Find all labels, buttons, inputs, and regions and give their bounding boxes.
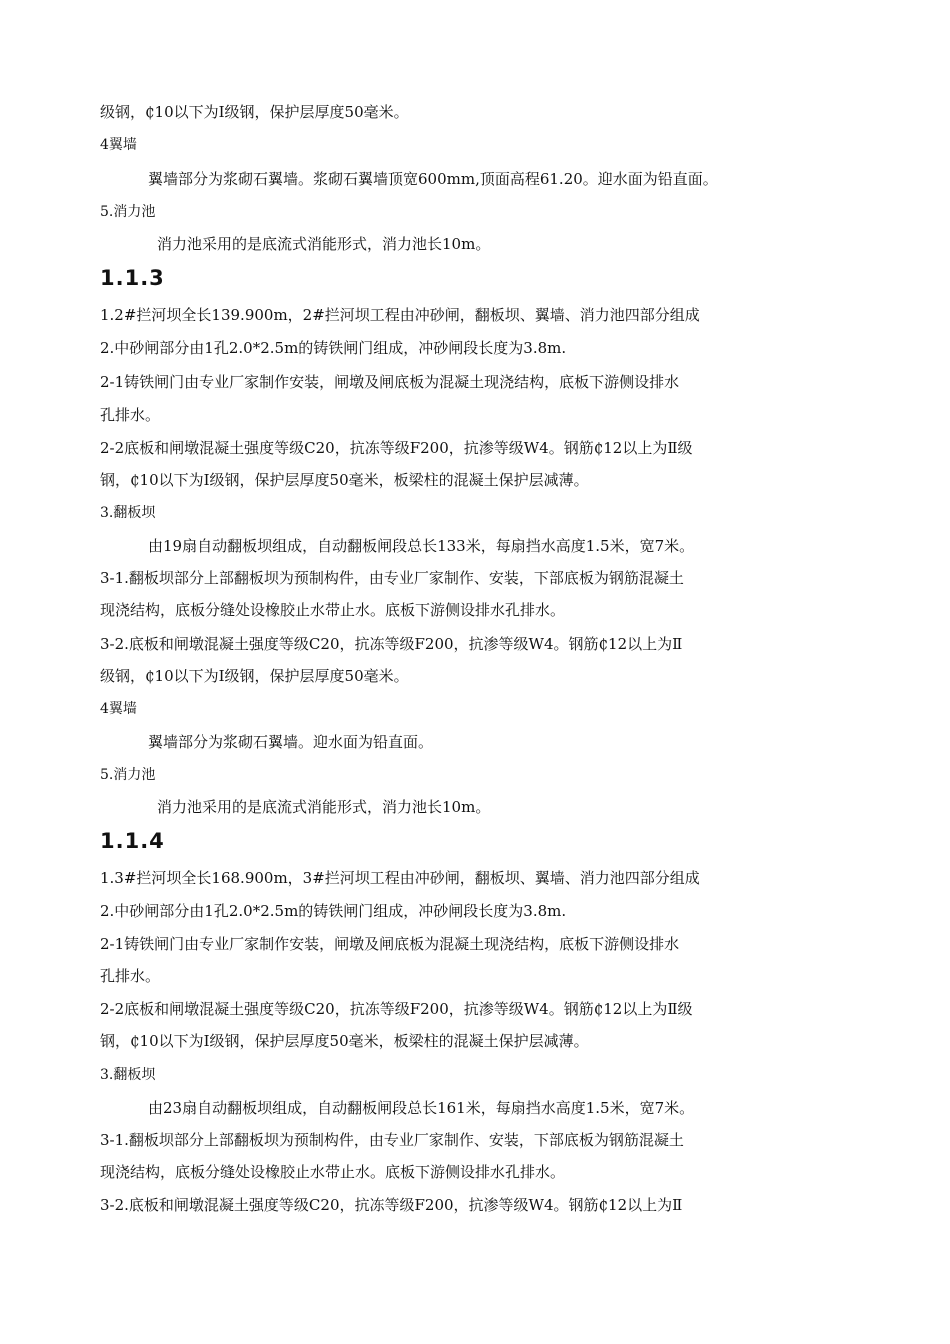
wing-wall-text: 翼墙部分为浆砌石翼墙。迎水面为铅直面。	[148, 733, 434, 751]
wing-wall-text: 翼墙部分为浆砌石翼墙。浆砌石翼墙顶宽600mm,顶面高程61.20。迎水面为铅直面。	[148, 170, 718, 188]
stilling-pool-text: 消力池采用的是底流式消能形式，消力池长10m。	[157, 798, 491, 816]
text-line: 孔排水。	[100, 967, 161, 985]
text-line: 2-2底板和闸墩混凝土强度等级C20，抗冻等级F200，抗渗等级W4。钢筋₵12以上为Ⅱ级	[100, 439, 693, 457]
text-line: 钢，₵10以下为Ⅰ级钢，保护层厚度50毫米，板梁柱的混凝土保护层减薄。	[100, 471, 589, 489]
text-line: 级钢，₵10以下为Ⅰ级钢，保护层厚度50毫米。	[100, 103, 409, 121]
text-line: 2-1铸铁闸门由专业厂家制作安装，闸墩及闸底板为混凝土现浇结构，底板下游侧设排水	[100, 373, 680, 391]
wing-wall-heading: 4翼墙	[100, 137, 137, 153]
text-line: 3-1.翻板坝部分上部翻板坝为预制构件，由专业厂家制作、安装，下部底板为钢筋混凝土	[100, 1131, 684, 1149]
flap-dam-heading: 3.翻板坝	[100, 1067, 156, 1083]
text-line: 钢，₵10以下为Ⅰ级钢，保护层厚度50毫米，板梁柱的混凝土保护层减薄。	[100, 1032, 589, 1050]
text-line: 现浇结构，底板分缝处设橡胶止水带止水。底板下游侧设排水孔排水。	[100, 1163, 566, 1181]
text-line: 1.2#拦河坝全长139.900m，2#拦河坝工程由冲砂闸，翻板坝、翼墙、消力池四部分组成	[100, 306, 700, 324]
flap-dam-text: 由23扇自动翻板坝组成，自动翻板闸段总长161米，每扇挡水高度1.5米，宽7米。	[148, 1099, 695, 1117]
text-line: 孔排水。	[100, 406, 161, 424]
text-line: 2.中砂闸部分由1孔2.0*2.5m的铸铁闸门组成，冲砂闸段长度为3.8m.	[100, 902, 567, 920]
stilling-pool-heading: 5.消力池	[100, 204, 156, 220]
flap-dam-text: 由19扇自动翻板坝组成，自动翻板闸段总长133米，每扇挡水高度1.5米，宽7米。	[148, 537, 695, 555]
text-line: 1.3#拦河坝全长168.900m，3#拦河坝工程由冲砂闸，翻板坝、翼墙、消力池四部分组成	[100, 869, 700, 887]
stilling-pool-text: 消力池采用的是底流式消能形式，消力池长10m。	[157, 235, 491, 253]
text-line: 2-1铸铁闸门由专业厂家制作安装，闸墩及闸底板为混凝土现浇结构，底板下游侧设排水	[100, 935, 680, 953]
section-heading: 1.1.3	[100, 266, 165, 290]
text-line: 现浇结构，底板分缝处设橡胶止水带止水。底板下游侧设排水孔排水。	[100, 601, 566, 619]
flap-dam-heading: 3.翻板坝	[100, 505, 156, 521]
text-line: 3-2.底板和闸墩混凝土强度等级C20，抗冻等级F200，抗渗等级W4。钢筋₵12以上为Ⅱ	[100, 635, 683, 653]
text-line: 2-2底板和闸墩混凝土强度等级C20，抗冻等级F200，抗渗等级W4。钢筋₵12以上为Ⅱ级	[100, 1000, 693, 1018]
text-line: 3-2.底板和闸墩混凝土强度等级C20，抗冻等级F200，抗渗等级W4。钢筋₵12以上为Ⅱ	[100, 1196, 683, 1214]
text-line: 2.中砂闸部分由1孔2.0*2.5m的铸铁闸门组成，冲砂闸段长度为3.8m.	[100, 339, 567, 357]
text-line: 级钢，₵10以下为Ⅰ级钢，保护层厚度50毫米。	[100, 667, 409, 685]
stilling-pool-heading: 5.消力池	[100, 767, 156, 783]
wing-wall-heading: 4翼墙	[100, 701, 137, 717]
section-heading: 1.1.4	[100, 829, 165, 853]
text-line: 3-1.翻板坝部分上部翻板坝为预制构件，由专业厂家制作、安装，下部底板为钢筋混凝土	[100, 569, 684, 587]
